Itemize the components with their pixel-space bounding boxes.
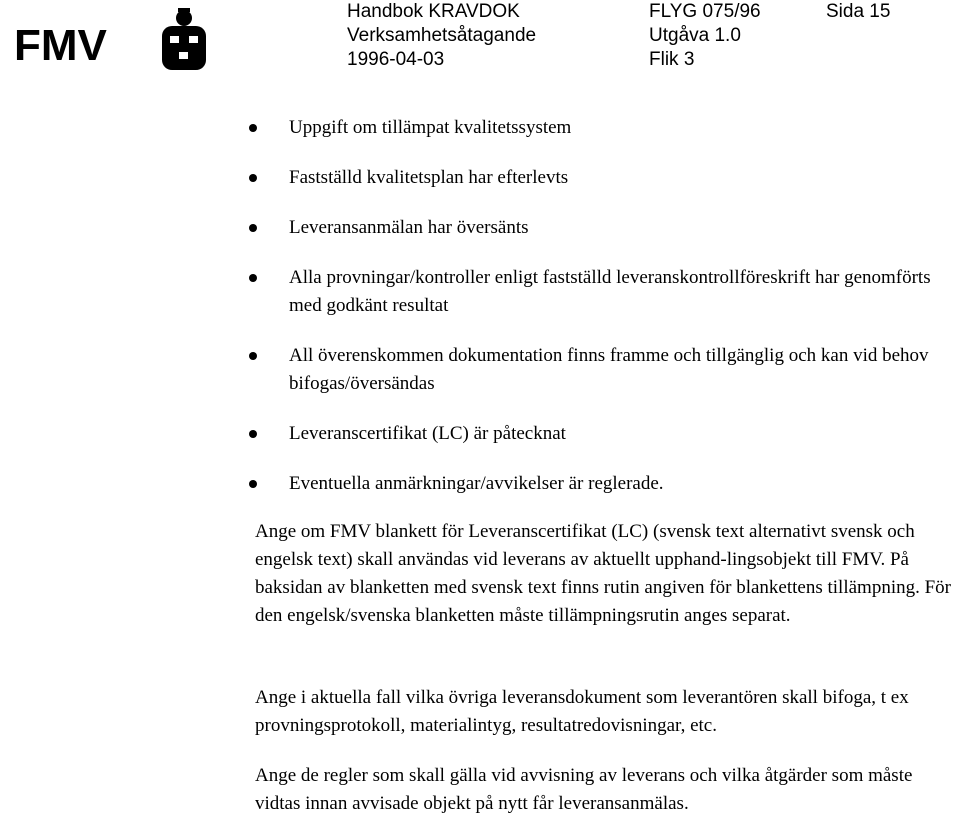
fmv-logo	[12, 4, 232, 78]
paragraph-rejection-rules: Ange de regler som skall gälla vid avvisning av leverans och vilka åtgärder som måste vidtas innan avvisade objekt på nytt får leveransanmälas.	[255, 765, 913, 814]
list-item: Leveransanmälan har översänts	[249, 214, 954, 242]
doc-code: FLYG 075/96	[649, 1, 761, 22]
paragraph-delivery-documents: Ange i aktuella fall vilka övriga leveransdokument som leverantören skall bifoga, t ex provningsprotokoll, materialintyg, resultatredovisningar, etc.	[255, 687, 909, 736]
crest-icon	[162, 8, 206, 70]
edition: Utgåva 1.0	[649, 25, 741, 46]
section-name: Verksamhetsåtagande	[347, 25, 537, 46]
page-number: Sida 15	[826, 1, 891, 22]
svg-text:FMV: FMV	[14, 21, 107, 70]
list-item: All överenskommen dokumentation finns framme och tillgänglig och kan vid behov bifogas/översändas	[249, 342, 954, 398]
doc-title: Handbok KRAVDOK	[347, 1, 520, 22]
tab-label: Flik 3	[649, 49, 695, 70]
list-item: Alla provningar/kontroller enligt fastställd leveranskontrollföreskrift har genomförts med godkänt resultat	[249, 264, 954, 320]
paragraph-lc-form: Ange om FMV blankett för Leveranscertifikat (LC) (svensk text alternativt svensk och engelsk text) skall användas vid leverans av aktuellt upphand-lingsobjekt till FMV. På baksidan av blanketten med svensk text finns rutin angiven för blankettens tillämpning. För den engelsk/svenska blanketten måste tillämpningsrutin anges separat.	[255, 521, 951, 626]
list-item: Fastställd kvalitetsplan har efterlevts	[249, 164, 954, 192]
checklist	[249, 114, 954, 520]
doc-date: 1996-04-03	[347, 49, 445, 70]
list-item: Uppgift om tillämpat kvalitetssystem	[249, 114, 954, 142]
list-item: Leveranscertifikat (LC) är påtecknat	[249, 420, 954, 448]
list-item: Eventuella anmärkningar/avvikelser är reglerade.	[249, 470, 954, 498]
